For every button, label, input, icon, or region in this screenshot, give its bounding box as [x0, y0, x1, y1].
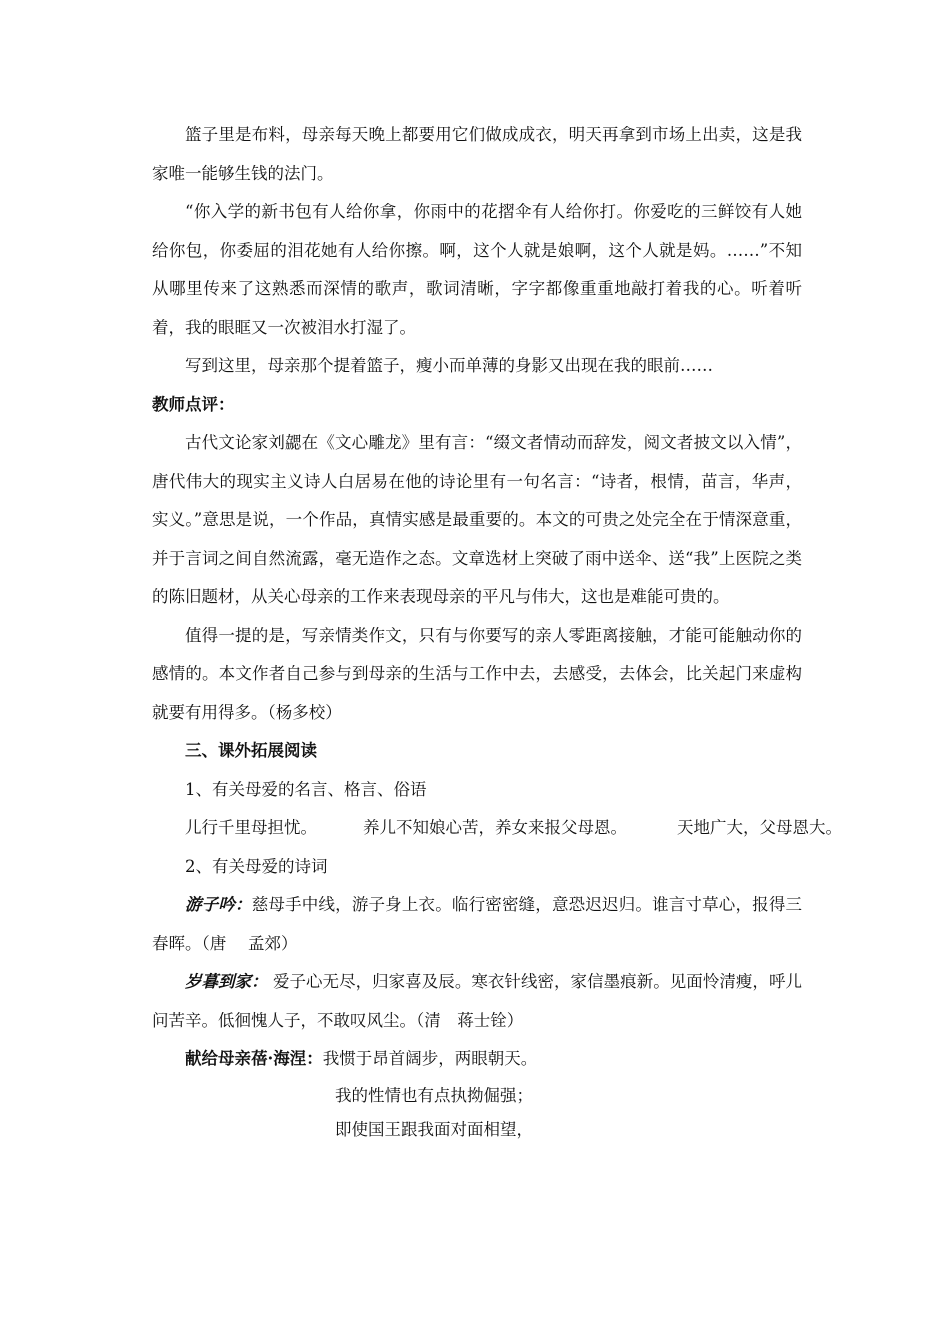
subheading-poems: 2、有关母爱的诗词: [185, 856, 328, 876]
saying-1: 儿行千里母担忧。: [185, 818, 317, 837]
poem-title-suimudaojia: 岁暮到家：: [185, 972, 268, 991]
saying-3: 天地广大，父母恩大。: [677, 818, 842, 837]
poem-heine-line-1: 我惯于昂首阔步，两眼朝天。: [322, 1049, 538, 1068]
paragraph-closing: 写到这里，母亲那个提着篮子，瘦小而单薄的身影又出现在我的眼前……: [185, 356, 713, 375]
subheading-sayings: 1、有关母爱的名言、格言、俗语: [185, 779, 427, 799]
teacher-comment-heading: 教师点评：: [152, 394, 235, 414]
section-3-heading: 三、课外拓展阅读: [185, 741, 317, 760]
comment-paragraph-1: 古代文论家刘勰在《文心雕龙》里有言：“缀文者情动而辞发，阅文者披文以入情”，唐代伟大的现实主义诗人白居易在他的诗论里有一句名言：“诗者，根情，苗言，华声，实义。”意思是说，一个作品，真情实感是最重要的。本文的可贵之处完全在于情深意重，并于言词之间自然流露，毫无造作之态。文章选材上突破了雨中送伞、送“我”上医院之类的陈旧题材，从关心母亲的工作来表现母亲的平凡与伟大，这也是难能可贵的。: [152, 433, 802, 606]
poem-heine-line-3: 即使国王跟我面对面相望，: [335, 1119, 533, 1139]
paragraph-basket: 篮子里是布料，母亲每天晚上都要用它们做成成衣，明天再拿到市场上出卖，这是我家唯一能够生钱的法门。: [152, 125, 802, 183]
poem-title-youziyin: 游子吟：: [185, 895, 252, 914]
poem-youziyin: [152, 886, 802, 963]
narrative-section: [152, 116, 842, 1147]
sayings-row: [152, 809, 842, 848]
comment-paragraph-2: 值得一提的是，写亲情类作文，只有与你要写的亲人零距离接触，才能可能触动你的感情的。本文作者自己参与到母亲的生活与工作中去，去感受，去体会，比关起门来虚构就要有用得多。（杨多校）: [152, 625, 802, 722]
poem-text-suimudaojia: 爱子心无尽，归家喜及辰。寒衣针线密，家信墨痕新。见面怜清瘦，呼儿问苦辛。低徊愧人子，不敢叹风尘。（清 蒋士铨）: [152, 972, 802, 1030]
poem-heine-line-2: 我的性情也有点执拗倔强；: [335, 1085, 533, 1105]
poem-text-youziyin: 慈母手中线，游子身上衣。临行密密缝，意恐迟迟归。谁言寸草心，报得三春晖。（唐 孟郊）: [152, 895, 803, 953]
poem-suimudaojia: [152, 963, 802, 1040]
poem-title-heine: 献给母亲蓓·海涅：: [185, 1049, 323, 1068]
saying-2: 养儿不知娘心苦，养女来报父母恩。: [363, 818, 627, 837]
paragraph-song: “你入学的新书包有人给你拿，你雨中的花摺伞有人给你打。你爱吃的三鲜饺有人她给你包，你委屈的泪花她有人给你擦。啊，这个人就是娘啊，这个人就是妈。……”不知从哪里传来了这熟悉而深情的歌声，歌词清晰，字字都像重重地敲打着我的心。听着听着，我的眼眶又一次被泪水打湿了。: [152, 202, 802, 337]
poem-heine-first-line: [152, 1040, 802, 1079]
